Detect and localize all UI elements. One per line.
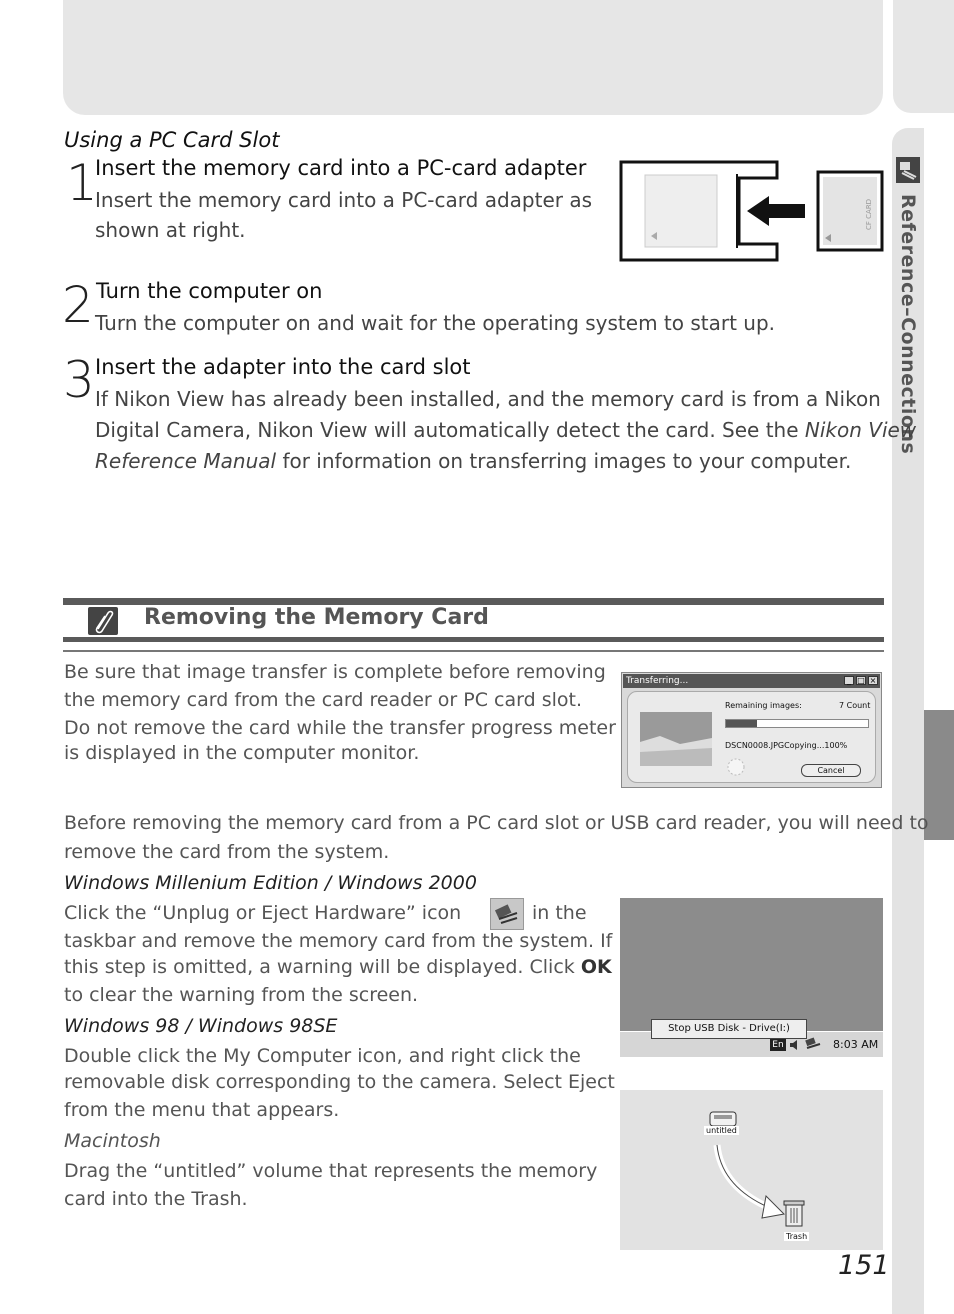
ok-label: OK bbox=[580, 956, 612, 978]
mac-line-1: Drag the “untitled” volume that represents the memory bbox=[64, 1160, 598, 1182]
win98-line-3: from the menu that appears. bbox=[64, 1099, 340, 1121]
side-tab-label: Reference–Connections bbox=[897, 194, 919, 455]
step-2-number: 2 bbox=[62, 276, 94, 334]
disk-label: untitled bbox=[706, 1126, 737, 1135]
cancel-button[interactable]: Cancel bbox=[801, 764, 861, 777]
transfer-dialog bbox=[621, 672, 882, 788]
mac-desktop-screenshot bbox=[620, 1090, 883, 1250]
step-3-line-3: Reference Manual for information on transferring images to your computer. bbox=[95, 449, 852, 473]
header-band bbox=[63, 0, 883, 115]
manual-title-part-2: Reference Manual bbox=[95, 449, 277, 473]
clock: 8:03 AM bbox=[833, 1038, 879, 1051]
transfer-thumbnail bbox=[640, 712, 712, 766]
header-corner bbox=[893, 0, 954, 113]
dialog-title: Transferring... bbox=[623, 674, 880, 688]
unplug-eject-hardware-icon bbox=[490, 898, 524, 930]
win98-heading: Windows 98 / Windows 98SE bbox=[64, 1015, 338, 1037]
paperclip-icon bbox=[88, 607, 118, 635]
win2000-line-2: taskbar and remove the memory card from the system. If bbox=[64, 930, 613, 952]
remaining-count: 7 Count bbox=[839, 701, 871, 710]
dialog-body bbox=[627, 691, 876, 783]
intro-line-3: Do not remove the card while the transfer progress meter bbox=[64, 717, 616, 739]
eject-hardware-tray-icon[interactable] bbox=[804, 1036, 822, 1052]
file-status: DSCN0008.JPGCopying...100% bbox=[725, 741, 848, 750]
language-indicator[interactable]: En bbox=[770, 1039, 786, 1051]
step-1-line-2: shown at right. bbox=[95, 218, 246, 242]
trash-label: Trash bbox=[786, 1232, 808, 1241]
win2000-line-3: this step is omitted, a warning will be displayed. Click OK bbox=[64, 956, 612, 978]
pc-card-adapter-figure bbox=[619, 160, 884, 262]
before-line-1: Before removing the memory card from a PC card slot or USB card reader, you will need to bbox=[64, 812, 929, 834]
win2000-line-1a: Click the “Unplug or Eject Hardware” icon bbox=[64, 902, 462, 924]
step-3-line-1: If Nikon View has already been installed, and the memory card is from a Nikon bbox=[95, 387, 881, 411]
volume-icon[interactable] bbox=[788, 1037, 802, 1051]
close-button[interactable]: × bbox=[869, 676, 877, 685]
step-2-line-1: Turn the computer on and wait for the operating system to start up. bbox=[95, 311, 776, 335]
minimize-button[interactable]: _ bbox=[844, 676, 854, 685]
step-1-title: Insert the memory card into a PC-card adapter bbox=[95, 156, 587, 180]
page-number: 151 bbox=[838, 1250, 890, 1281]
win98-line-1: Double click the My Computer icon, and right click the bbox=[64, 1045, 581, 1067]
mac-line-2: card into the Trash. bbox=[64, 1188, 248, 1210]
section-rule-top bbox=[63, 598, 884, 605]
manual-title-part-1: Nikon View bbox=[804, 418, 917, 442]
win98-line-2: removable disk corresponding to the camera. Select Eject bbox=[64, 1071, 615, 1093]
intro-line-2: the memory card from the card reader or PC card slot. bbox=[64, 689, 582, 711]
pc-card-heading: Using a PC Card Slot bbox=[64, 128, 280, 152]
cf-card-label: CF CARD bbox=[865, 198, 873, 230]
step-2-title: Turn the computer on bbox=[96, 279, 323, 303]
before-line-2: remove the card from the system. bbox=[64, 841, 390, 863]
progress-meter bbox=[725, 719, 869, 728]
mac-heading: Macintosh bbox=[64, 1130, 161, 1152]
intro-line-1: Be sure that image transfer is complete before removing bbox=[64, 661, 606, 683]
maximize-button[interactable]: □ bbox=[857, 676, 865, 685]
section-rule-middle bbox=[63, 637, 884, 642]
progress-fill bbox=[726, 720, 757, 727]
section-rule-bottom bbox=[63, 650, 884, 652]
step-1-number: 1 bbox=[66, 154, 98, 212]
trash-icon[interactable] bbox=[783, 1198, 805, 1228]
step-3-title: Insert the adapter into the card slot bbox=[95, 355, 471, 379]
stop-usb-disk-menu-item[interactable]: Stop USB Disk - Drive(I:) bbox=[651, 1019, 807, 1039]
win2000-line-1b: in the bbox=[532, 902, 587, 924]
taskbar-screenshot bbox=[620, 898, 883, 1056]
remaining-label: Remaining images: bbox=[725, 701, 802, 710]
camera-connection-icon bbox=[896, 157, 920, 183]
step-1-line-1: Insert the memory card into a PC-card adapter as bbox=[95, 188, 593, 212]
win2000-line-4: to clear the warning from the screen. bbox=[64, 984, 419, 1006]
drag-arrow bbox=[620, 1090, 883, 1250]
spinner-icon bbox=[726, 757, 746, 777]
win2000-heading: Windows Millenium Edition / Windows 2000 bbox=[64, 872, 477, 894]
section-title: Removing the Memory Card bbox=[144, 605, 489, 630]
intro-line-4: is displayed in the computer monitor. bbox=[64, 742, 420, 764]
step-3-number: 3 bbox=[63, 351, 95, 409]
step-3-line-2: Digital Camera, Nikon View will automatically detect the card. See the Nikon View bbox=[95, 418, 917, 442]
